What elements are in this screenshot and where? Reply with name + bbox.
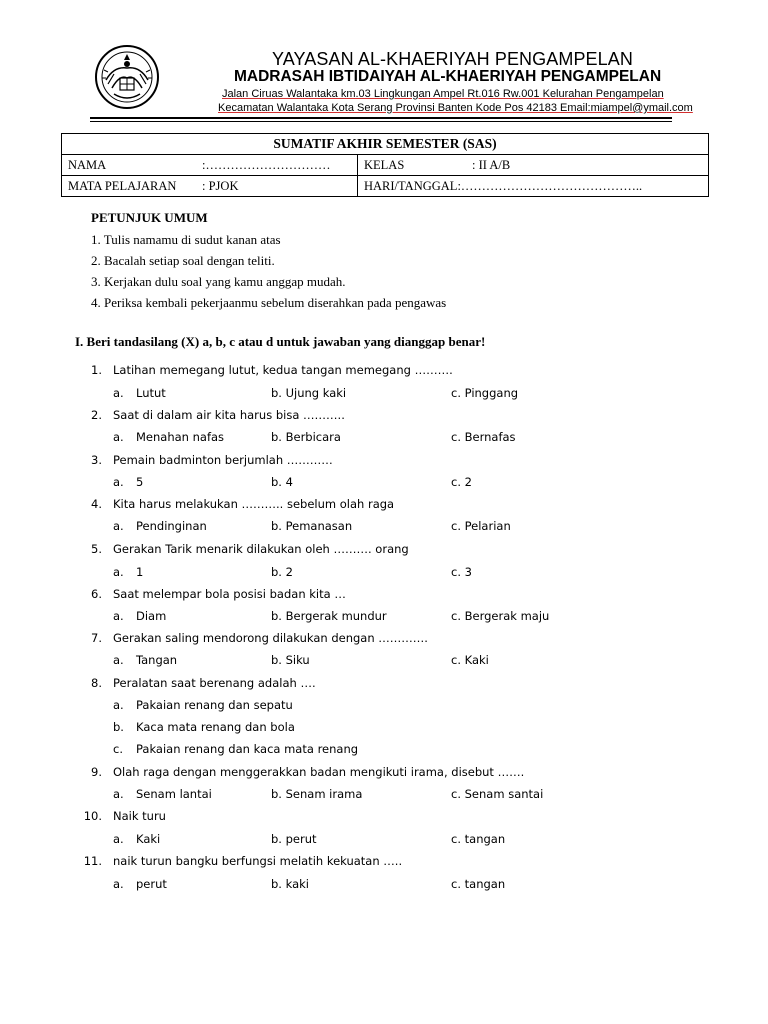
question-text: Peralatan saat berenang adalah ….	[113, 676, 316, 690]
answer-option-b[interactable]: b. 2	[271, 565, 293, 579]
instruction-item: 2. Bacalah setiap soal dengan teliti.	[91, 253, 275, 268]
school-contact: Kecamatan Walantaka Kota Serang Provinsi Banten Kode Pos 42183 Email:miampel@ymail.com	[218, 102, 693, 114]
option-label: a.	[113, 386, 124, 400]
question-number: 8.	[91, 676, 102, 690]
question-number: 6.	[91, 587, 102, 601]
answer-option-b[interactable]: b. Berbicara	[271, 430, 341, 444]
option-label: c.	[113, 742, 123, 756]
option-label: a.	[113, 653, 124, 667]
answer-option[interactable]: Pakaian renang dan kaca mata renang	[136, 742, 359, 756]
answer-option-a[interactable]: perut	[136, 877, 167, 891]
option-label: a.	[113, 832, 124, 846]
section-heading: I. Beri tandasilang (X) a, b, c atau d untuk jawaban yang dianggap benar!	[75, 334, 486, 349]
exam-info-table	[61, 133, 709, 197]
question-text: Saat di dalam air kita harus bisa ………..	[113, 408, 345, 422]
class-label: KELAS	[364, 157, 405, 172]
question-number: 3.	[91, 453, 102, 467]
school-address: Jalan Ciruas Walantaka km.03 Lingkungan Ampel Rt.016 Rw.001 Kelurahan Pengampelan	[222, 88, 664, 100]
question-number: 7.	[91, 631, 102, 645]
answer-option-a[interactable]: Kaki	[136, 832, 161, 846]
question-text: Gerakan saling mendorong dilakukan dengan ………….	[113, 631, 428, 645]
answer-option-a[interactable]: Menahan nafas	[136, 430, 225, 444]
answer-option-b[interactable]: b. Pemanasan	[271, 519, 353, 533]
question-text: Olah raga dengan menggerakkan badan mengikuti irama, disebut …….	[113, 765, 525, 779]
answer-option[interactable]: Kaca mata renang dan bola	[136, 720, 295, 734]
name-label: NAMA	[68, 157, 107, 172]
date-label: HARI/TANGGAL	[364, 178, 458, 193]
exam-title: SUMATIF AKHIR SEMESTER (SAS)	[62, 134, 709, 155]
answer-option-a[interactable]: Pendinginan	[136, 519, 207, 533]
subject-cell	[62, 176, 358, 197]
foundation-name: YAYASAN AL-KHAERIYAH PENGAMPELAN	[272, 49, 633, 69]
answer-option-a[interactable]: Tangan	[136, 653, 178, 667]
answer-option-a[interactable]: Lutut	[136, 386, 166, 400]
answer-option-a[interactable]: 5	[136, 475, 144, 489]
answer-option-c[interactable]: c. 2	[451, 475, 472, 489]
answer-option-b[interactable]: b. Senam irama	[271, 787, 363, 801]
answer-option-c[interactable]: c. Bernafas	[451, 430, 516, 444]
option-label: a.	[113, 565, 124, 579]
option-label: a.	[113, 609, 124, 623]
answer-option-c[interactable]: c. Kaki	[451, 653, 489, 667]
school-emblem-icon	[94, 44, 160, 110]
option-label: a.	[113, 475, 124, 489]
question-number: 11.	[83, 854, 102, 868]
question-number: 2.	[91, 408, 102, 422]
answer-option-c[interactable]: c. 3	[451, 565, 472, 579]
answer-option-a[interactable]: Diam	[136, 609, 167, 623]
question-text: Gerakan Tarik menarik dilakukan oleh ………. orang	[113, 542, 409, 556]
answer-option-b[interactable]: b. Siku	[271, 653, 310, 667]
answer-option-c[interactable]: c. Bergerak maju	[451, 609, 550, 623]
subject-label: MATA PELAJARAN	[68, 178, 177, 193]
name-cell	[62, 155, 358, 176]
instruction-item: 4. Periksa kembali pekerjaanmu sebelum diserahkan pada pengawas	[91, 295, 447, 310]
option-label: b.	[113, 720, 124, 734]
option-label: a.	[113, 787, 124, 801]
question-number: 4.	[91, 497, 102, 511]
answer-option-c[interactable]: c. tangan	[451, 877, 506, 891]
letterhead-divider-thin	[90, 121, 672, 122]
option-label: a.	[113, 519, 124, 533]
date-field[interactable]: :……………………………………..	[457, 178, 643, 193]
answer-option-b[interactable]: b. Ujung kaki	[271, 386, 347, 400]
answer-option-c[interactable]: c. Senam santai	[451, 787, 544, 801]
class-cell	[358, 155, 709, 176]
option-label: a.	[113, 430, 124, 444]
answer-option-b[interactable]: b. perut	[271, 832, 317, 846]
question-number: 1.	[91, 363, 102, 377]
answer-option-c[interactable]: c. Pelarian	[451, 519, 511, 533]
question-text: Latihan memegang lutut, kedua tangan memegang ……….	[113, 363, 453, 377]
question-text: Pemain badminton berjumlah …………	[113, 453, 333, 467]
answer-option-b[interactable]: b. 4	[271, 475, 293, 489]
letterhead-divider	[90, 117, 672, 119]
name-field[interactable]: :…………………………	[202, 157, 331, 172]
date-cell	[358, 176, 709, 197]
answer-option-c[interactable]: c. Pinggang	[451, 386, 519, 400]
question-text: Saat melempar bola posisi badan kita …	[113, 587, 346, 601]
instruction-item: 1. Tulis namamu di sudut kanan atas	[91, 232, 281, 247]
option-label: a.	[113, 698, 124, 712]
answer-option-b[interactable]: b. kaki	[271, 877, 309, 891]
question-number: 10.	[83, 809, 102, 823]
question-text: Kita harus melakukan ……….. sebelum olah raga	[113, 497, 395, 511]
question-number: 9.	[91, 765, 102, 779]
answer-option[interactable]: Pakaian renang dan sepatu	[136, 698, 293, 712]
answer-option-b[interactable]: b. Bergerak mundur	[271, 609, 387, 623]
answer-option-c[interactable]: c. tangan	[451, 832, 506, 846]
school-name: MADRASAH IBTIDAIYAH AL-KHAERIYAH PENGAMPELAN	[234, 68, 662, 85]
question-text: Naik turu	[113, 809, 166, 823]
question-text: naik turun bangku berfungsi melatih kekuatan …..	[113, 854, 403, 868]
class-value: : II A/B	[472, 157, 511, 172]
option-label: a.	[113, 877, 124, 891]
answer-option-a[interactable]: Senam lantai	[136, 787, 212, 801]
subject-value: : PJOK	[202, 178, 239, 193]
answer-option-a[interactable]: 1	[136, 565, 144, 579]
question-number: 5.	[91, 542, 102, 556]
instructions-heading: PETUNJUK UMUM	[91, 210, 208, 225]
instruction-item: 3. Kerjakan dulu soal yang kamu anggap mudah.	[91, 274, 346, 289]
